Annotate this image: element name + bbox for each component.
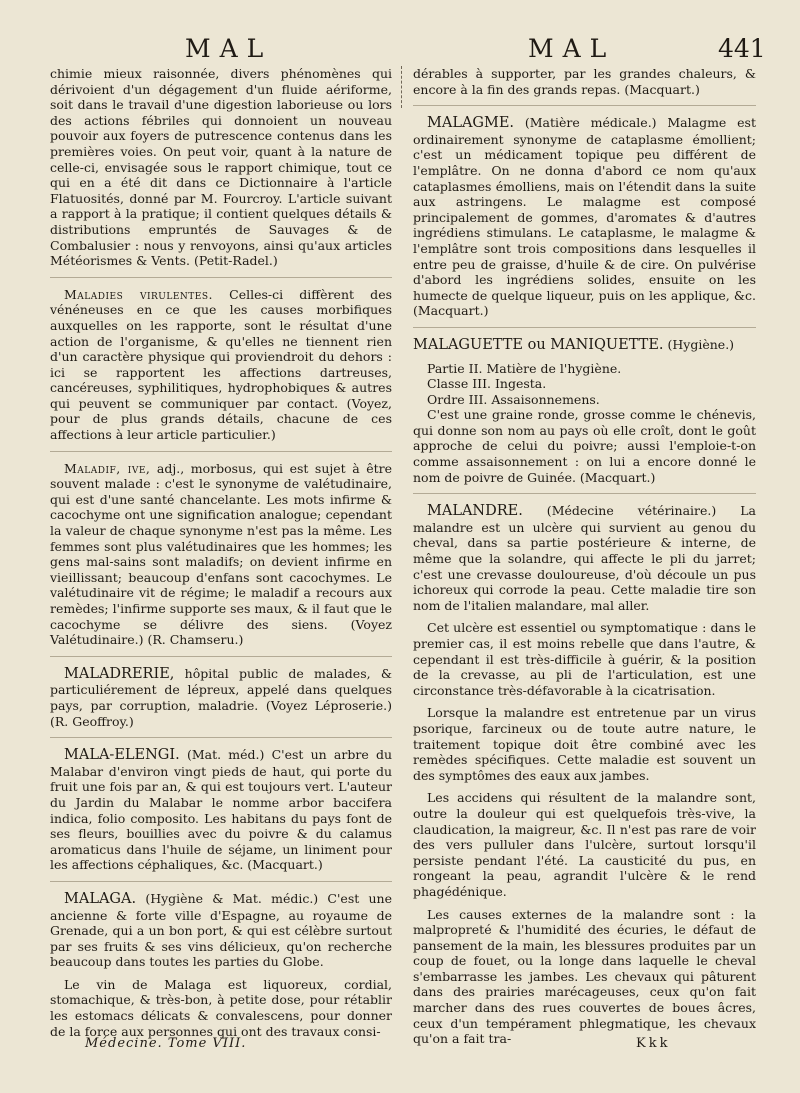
right-column [413, 66, 756, 1054]
entry-separator [50, 451, 392, 452]
entry-separator [413, 493, 756, 494]
entry-malaga-continued: Le vin de Malaga est liquoreux, cordial, stomachique, & très-bon, à petite dose, pour rétablir les estomacs délicats & convalescens, pour donner de la force aux personnes qui ont des travaux consi- [50, 976, 392, 1039]
entry-text: (Mat. méd.) C'est un arbre du Malabar d'environ vingt pieds de haut, qui porte du fruit une fois par an, & qui est toujours vert. L'auteur du Jardin du Malabar le nomme arbor baccifera indica, folio composito. Les habitans du pays font de ses fleurs, bouillies avec du poivre & du calamus aromaticus dans l'huile de séjame, un liniment pour les affections céphaliques, &c. (Macquart.) [50, 747, 392, 873]
entry-headword: Maladif, ive, [64, 460, 151, 476]
gathering-signature: Kkk [636, 1036, 671, 1051]
entry-paragraph: Lorsque la malandre est entretenue par un virus psorique, farcineux ou de toute autre nature, le traitement topique doit être combiné avec les remèdes spécifiques. Cette maladie est souvent un des symptômes des eaux aux jambes. [413, 705, 756, 783]
entry-text: (Matière médicale.) Malagme est ordinairement synonyme de cataplasme émollient; c'est un médicament topique peu différent de l'emplâtre. On ne donna d'abord ce nom qu'aux cataplasmes émolliens, mais on l'étendit dans la suite aux astringens. Le malagme est composé principalement de gommes, d'aromates & d'autres ingrédiens stimulans. Le cataplasme, le malagme & l'emplâtre sont trois compositions dans lesquelles il entre peu de graisse, d'huile & de cire. On pulvérise d'abord les ingrédiens solides, ensuite on les humecte de quelque liqueur, puis on les applique, &c. (Macquart.) [413, 115, 756, 319]
entry-separator [413, 105, 756, 106]
entry-headword: Maladies virulentes. [64, 286, 213, 302]
entry-text: (Hygiène & Mat. médic.) C'est une ancienne & forte ville d'Espagne, au royaume de Grenade, qui a un bon port, & qui est célèbre surtout par ses fruits & ses vins délicieux, qu'on recherche beaucoup dans toutes les parties du Globe. [50, 890, 392, 970]
entry-mala-elengi [50, 747, 392, 873]
entry-paragraph: Les accidens qui résultent de la malandre sont, outre la douleur qui est quelquefois très-vive, la claudication, la maigreur, &c. Il n'est pas rare de voir des vers pulluler dans l'ulcère, surtout lorsqu'il persiste pendant l'été. La causticité du pus, en rongeant la peau, agrandit l'ulcère & le rend phagédénique. [413, 790, 756, 899]
continuation-paragraph: chimie mieux raisonnée, divers phénomènes qui dérivoient d'un dégagement d'un fluide aériforme, soit dans le travail d'une digestion laborieuse ou lors des actions fébriles qui donnoient un nouveau pouvoir aux foyers de putrescence contenus dans les premières voies. On peut voir, quant à la nature de celle-ci, envisagée sous le rapport chimique, tout ce qui en a été dit dans ce Dictionnaire à l'article Flatuosités, donné par M. Fourcroy. L'article suivant a rapport à la pratique; il contient quelques détails & distributions empruntés de Sauvages & de Combalusier : nous y renvoyons, ainsi qu'aux articles Météorismes & Vents. (Petit-Radel.) [50, 66, 392, 269]
volume-signature: Médecine. Tome VIII. [85, 1036, 247, 1051]
entry-text: (Médecine vétérinaire.) La malandre est un ulcère qui survient au genou du cheval, dans sa partie postérieure & interne, de même que la solandre, qui affecte le pli du jarret; c'est une crevasse douloureuse, d'où découle un pus ichoreux qui corrode la peau. Cette maladie tire son nom de l'italien malandare, mal aller. [413, 503, 756, 613]
entry-headword: MALAGA. [64, 890, 137, 907]
continuation-paragraph: dérables à supporter, par les grandes chaleurs, & encore à la fin des grands repas. (Macquart.) [413, 66, 756, 97]
entry-text: adj., morbosus, qui est sujet à être souvent malade : c'est le synonyme de valétudinaire, qui est d'une santé chancelante. Les mots infirme & cacochyme ont une signification analogue; cependant la valeur de chaque synonyme n'est pas la même. Les femmes sont plus valétudinaires que les hommes; les gens mal-sains sont maladifs; on devient infirme en vieillissant; beaucoup d'enfans sont cacochymes. Le valétudinaire vit de régime; le maladif a recours aux remèdes; l'infirme supporte ses maux, & il faut que le cacochyme se délivre des siens. (Voyez Valétudinaire.) (R. Chamseru.) [50, 460, 392, 648]
entry-maladies-virulentes [50, 287, 392, 443]
page-footer [0, 1036, 800, 1056]
entry-maladif [50, 461, 392, 648]
entry-paragraph: Cet ulcère est essentiel ou symptomatique : dans le premier cas, il est moins rebelle que dans l'autre, & cependant il est très-difficile à guérir, & la position de la crevasse, au pli de l'articulation, est une circonstance très-défavorable à la cicatrisation. [413, 620, 756, 698]
entry-separator [50, 277, 392, 278]
classification-line: Partie II. Matière de l'hygiène. [427, 360, 622, 376]
entry-maladrerie [50, 666, 392, 729]
classification-line: Classe III. Ingesta. [427, 376, 547, 392]
left-column [50, 66, 392, 1046]
entry-headword: MALANDRE. [427, 503, 523, 520]
header-right-word: MAL [528, 34, 616, 63]
entry-separator [413, 327, 756, 328]
entry-headword: MALA-ELENGI. [64, 747, 180, 764]
entry-headword: MALADRERIE, [64, 665, 175, 682]
entry-headword: MALAGME. [427, 115, 515, 132]
entry-tag: (Hygiène.) [663, 336, 735, 352]
column-divider [401, 66, 402, 108]
page-number: 441 [718, 34, 766, 63]
entry-separator [50, 656, 392, 657]
entry-headword: MALAGUETTE ou MANIQUETTE. [413, 336, 664, 353]
running-header [0, 34, 800, 64]
entry-text: hôpital public de malades, & particuliérement de lépreux, appelé dans quelques pays, par corruption, maladrie. (Voyez Léproserie.) (R. Geoffroy.) [50, 665, 392, 729]
entry-paragraph: Les causes externes de la malandre sont : la malpropreté & l'humidité des écuries, le défaut de pansement de la main, les blessures produites par un coup de fouet, ou la longe dans laquelle le cheval s'embarrasse les jambes. Les chevaux qui pâturent dans des prairies marécageuses, ceux qu'on fait marcher dans des rues couvertes de boues âcres, ceux d'un tempérament phlegmatique, les chevaux qu'on a fait tra- [413, 906, 756, 1047]
entry-text: Celles-ci diffèrent des vénéneuses en ce que les causes morbifiques auxquelles on les rapporte, sont le résultat d'une action de l'organisme, & qu'elles ne tiennent rien d'un caractère physique qui proviendroit du dehors : ici se rapportent les affections dartreuses, cancéreuses, syphilitiques, hydrophobiques & autres qui peuvent se communiquer par contact. (Voyez, pour de plus grands détails, chacune de ces affections à leur article particulier.) [50, 286, 393, 443]
entry-text: C'est une graine ronde, grosse comme le chénevis, qui donne son nom au pays où elle croît, dont le goût approche de celui du poivre; aussi l'emploie-t-on comme assaisonnement : on lui a encore donné le nom de poivre de Guinée. (Macquart.) [413, 407, 756, 485]
classification-line: Ordre III. Assaisonnemens. [427, 391, 600, 407]
entry-malandre [413, 503, 756, 613]
entry-separator [50, 881, 392, 882]
entry-separator [50, 737, 392, 738]
entry-malaguette [413, 337, 756, 354]
entry-malagme [413, 115, 756, 319]
entry-malaga [50, 891, 392, 970]
header-left-word: MAL [185, 34, 273, 63]
